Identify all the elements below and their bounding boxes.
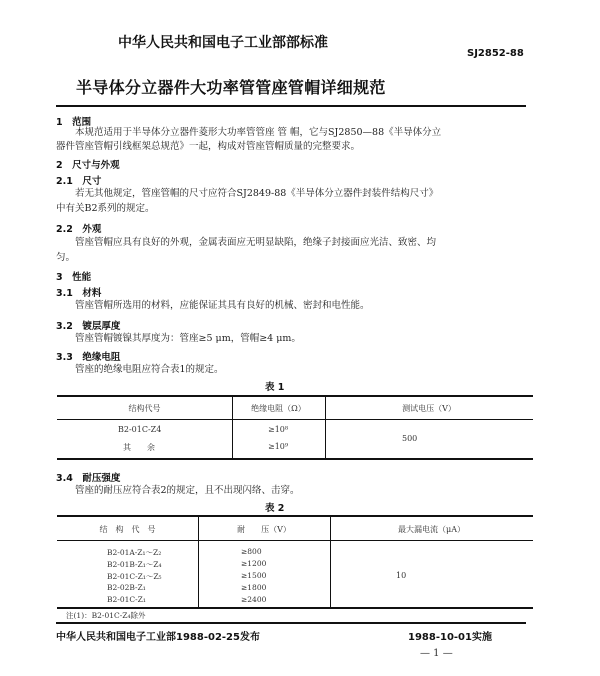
section-2-heading: 2 尺寸与外观 — [56, 160, 120, 171]
effective-date: 1988-10-01实施 — [408, 632, 492, 643]
section-3-4-line-1: 管座的耐压应符合表2的规定，且不出现闪络、击穿。 — [75, 485, 300, 496]
table-2-row-4-code: B2-02B-Z₁ — [107, 583, 146, 592]
section-1-line-2: 器件管座管帽引线框架总规范》一起，构成对管座管帽质量的完整要求。 — [56, 141, 361, 152]
section-2-1-line-1: 若无其他规定，管座管帽的尺寸应符合SJ2849-88《半导体分立器件封装件结构尺寸》 — [75, 188, 439, 199]
table-2-row-2-code: B2-01B-Z₁～Z₄ — [107, 560, 162, 569]
section-3-1-heading: 3.1 材料 — [56, 288, 102, 299]
footer-rule — [56, 622, 526, 624]
table-1-header-voltage: 测试电压（V） — [402, 404, 456, 413]
table-2-row-4-value: ≥1800 — [241, 583, 267, 592]
issuing-org: 中华人民共和国电子工业部部标准 — [118, 35, 328, 51]
table-2-row-3-value: ≥1500 — [241, 571, 267, 580]
section-3-1-line-1: 管座管帽所选用的材料，应能保证其具有良好的机械、密封和电性能。 — [75, 300, 370, 311]
section-3-heading: 3 性能 — [56, 272, 92, 283]
document-title: 半导体分立器件大功率管管座管帽详细规范 — [76, 78, 386, 97]
table-2-header-voltage: 耐 压（V） — [237, 525, 291, 534]
section-3-2-heading: 3.2 镀层厚度 — [56, 321, 121, 332]
page-number: — 1 — — [420, 648, 453, 659]
section-3-4-heading: 3.4 耐压强度 — [56, 473, 121, 484]
table-2-row-2-value: ≥1200 — [241, 559, 267, 568]
section-3-3-heading: 3.3 绝缘电阻 — [56, 352, 121, 363]
table-1-header-resistance: 绝缘电阻（Ω） — [251, 404, 306, 413]
section-1-heading: 1 范围 — [56, 117, 92, 128]
section-2-2-line-1: 管座管帽应具有良好的外观，金属表面应无明显缺陷，绝缘子封接面应光洁、致密、均 — [75, 237, 437, 248]
section-3-2-line-1: 管座管帽镀镍其厚度为：管座≥5 μm，管帽≥4 μm。 — [75, 333, 301, 344]
table-1-header-code: 结构代号 — [128, 404, 161, 413]
table-1-row-1-value: ≥10⁸ — [268, 425, 289, 434]
section-2-2-heading: 2.2 外观 — [56, 224, 102, 235]
table-2-row-1-value: ≥800 — [241, 547, 262, 556]
table-2-header-leakage: 最大漏电流（μA） — [398, 525, 465, 534]
section-2-1-heading: 2.1 尺寸 — [56, 176, 102, 187]
table-2-header-code: 结 构 代 号 — [99, 525, 156, 534]
table-1-caption: 表 1 — [265, 382, 285, 393]
table-1-test-voltage: 500 — [402, 434, 418, 443]
section-2-2-line-2: 匀。 — [56, 252, 76, 263]
section-2-1-line-2: 中有关B2系列的规定。 — [56, 203, 155, 214]
standard-number: SJ2852-88 — [467, 48, 524, 59]
section-3-3-line-1: 管座的绝缘电阻应符合表1的规定。 — [75, 364, 224, 375]
header-rule — [56, 105, 526, 107]
section-1-line-1: 本规范适用于半导体分立器件菱形大功率管管座 管 帽，它与SJ2850—88《半导体分立 — [75, 127, 442, 138]
table-2-row-3-code: B2-01C-Z₁～Z₅ — [107, 572, 162, 581]
table-2-leakage-value: 10 — [396, 571, 407, 580]
table-2-caption: 表 2 — [265, 503, 285, 514]
table-1-row-1-code: B2-01C-Z4 — [118, 425, 162, 434]
table-1-row-2-value: ≥10⁹ — [268, 442, 289, 451]
issue-date: 中华人民共和国电子工业部1988-02-25发布 — [56, 632, 260, 643]
table-2-row-5-code: B2-01C-Z₁ — [107, 595, 146, 604]
table-2-row-5-value: ≥2400 — [241, 595, 267, 604]
table-2-row-1-code: B2-01A-Z₁～Z₂ — [107, 548, 162, 557]
table-1-row-2-code: 其 余 — [123, 443, 155, 452]
table-2-note: 注(1)：B2-01C-Z₄除外 — [66, 611, 146, 620]
